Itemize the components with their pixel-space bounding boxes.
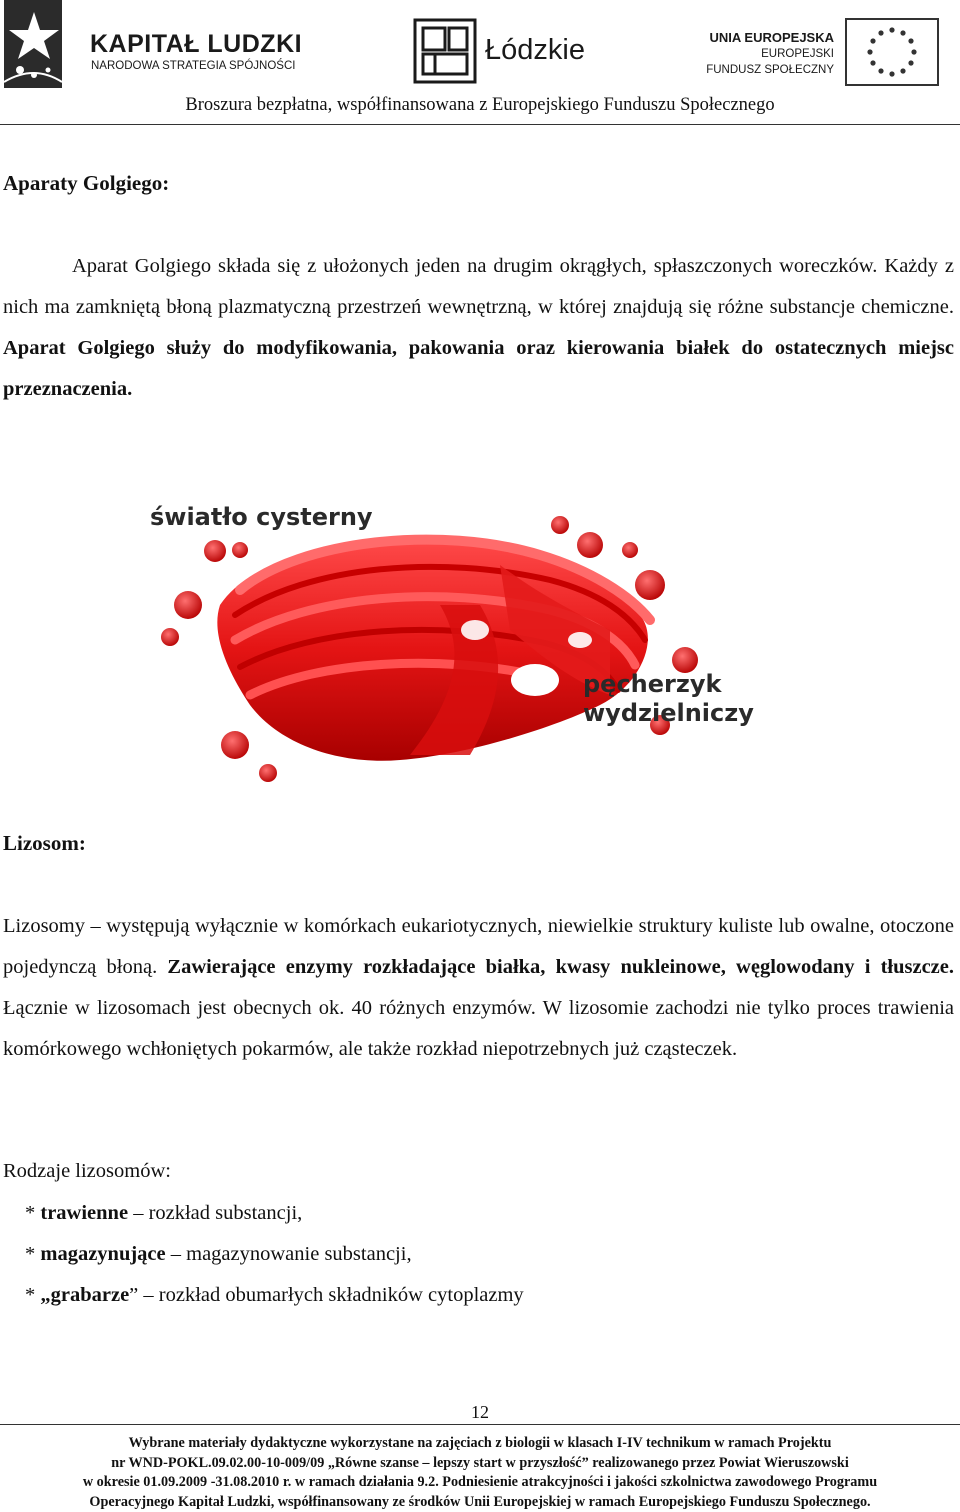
label-vesicle-line1: pęcherzyk [583, 670, 754, 699]
golgi-figure [140, 455, 770, 795]
footer-line: nr WND-POKL.09.02.00-10-009/09 „Równe szanse – lepszy start w przyszłość” realizowanego przez Powiat Wieruszowski [0, 1454, 960, 1474]
lysosome-types-title: Rodzaje lizosomów: [3, 1160, 171, 1183]
lysosome-types-list [25, 1193, 524, 1316]
list-item: * trawienne – rozkład substancji, [25, 1193, 524, 1234]
lysosome-heading: Lizosom: [3, 831, 86, 856]
page-footer [0, 1434, 960, 1512]
golgi-heading: Aparaty Golgiego: [3, 171, 169, 196]
eu-line-1: UNIA EUROPEJSKA [706, 30, 834, 46]
lodzkie-logo [413, 18, 477, 89]
golgi-text-bold: Aparat Golgiego służy do modyfikowania, pakowania oraz kierowania białek do ostatecznych miejsc przeznaczenia. [3, 337, 954, 400]
footer-divider [0, 1424, 960, 1425]
golgi-text: Aparat Golgiego składa się z ułożonych jeden na drugim okrągłych, spłaszczonych woreczków. Każdy z nich ma zamkniętą błoną plazmatyczną przestrzeń wewnętrzną, w której znajdują się różne substancje chemiczne. [3, 255, 954, 318]
eu-line-3: FUNDUSZ SPOŁECZNY [706, 62, 834, 78]
header-note: Broszura bezpłatna, współfinansowana z Europejskiego Funduszu Społecznego [0, 95, 960, 116]
eu-fund-text [706, 30, 834, 78]
header-divider [0, 124, 960, 125]
page-header [0, 0, 960, 130]
label-vesicle-line2: wydzielniczy [583, 699, 754, 728]
lysosome-paragraph [3, 906, 954, 1070]
label-cisterna-lumen: światło cysterny [150, 503, 373, 532]
kapital-ludzki-subtitle: NARODOWA STRATEGIA SPÓJNOŚCI [91, 60, 295, 72]
eu-flag-icon [845, 18, 939, 91]
lysosome-text-bold: Zawierające enzymy rozkładające białka, kwasy nukleinowe, węglowodany i tłuszcze. [167, 956, 954, 978]
page-number: 12 [0, 1402, 960, 1423]
kapital-ludzki-title: KAPITAŁ LUDZKI [90, 30, 302, 59]
lysosome-text-2: Łącznie w lizosomach jest obecnych ok. 40 różnych enzymów. W lizosomie zachodzi nie tylko proces trawienia komórkowego wchłoniętych pokarmów, ale także rozkład niepotrzebnych już cząsteczek. [3, 997, 954, 1060]
kapital-ludzki-star-logo [4, 0, 86, 95]
lodzkie-name: Łódzkie [485, 34, 585, 67]
list-item: * magazynujące – magazynowanie substancji, [25, 1234, 524, 1275]
label-secretory-vesicle [583, 670, 754, 728]
footer-line: Wybrane materiały dydaktyczne wykorzystane na zajęciach z biologii w klasach I-IV technikum w ramach Projektu [0, 1434, 960, 1454]
footer-line: Operacyjnego Kapitał Ludzki, współfinansowany ze środków Unii Europejskiej w ramach Europejskiego Funduszu Społecznego. [0, 1493, 960, 1512]
footer-line: w okresie 01.09.2009 -31.08.2010 r. w ramach działania 9.2. Podniesienie atrakcyjności i jakości szkolnictwa zawodowego Programu [0, 1473, 960, 1493]
lysosome-text-1: Lizosomy – występują wyłącznie w komórkach eukariotycznych, niewielkie struktury kuliste lub owalne, otoczone pojedynczą błoną. [3, 915, 954, 978]
eu-line-2: EUROPEJSKI [706, 46, 834, 62]
list-item: * „grabarze” – rozkład obumarłych składników cytoplazmy [25, 1275, 524, 1316]
golgi-paragraph [3, 246, 954, 410]
